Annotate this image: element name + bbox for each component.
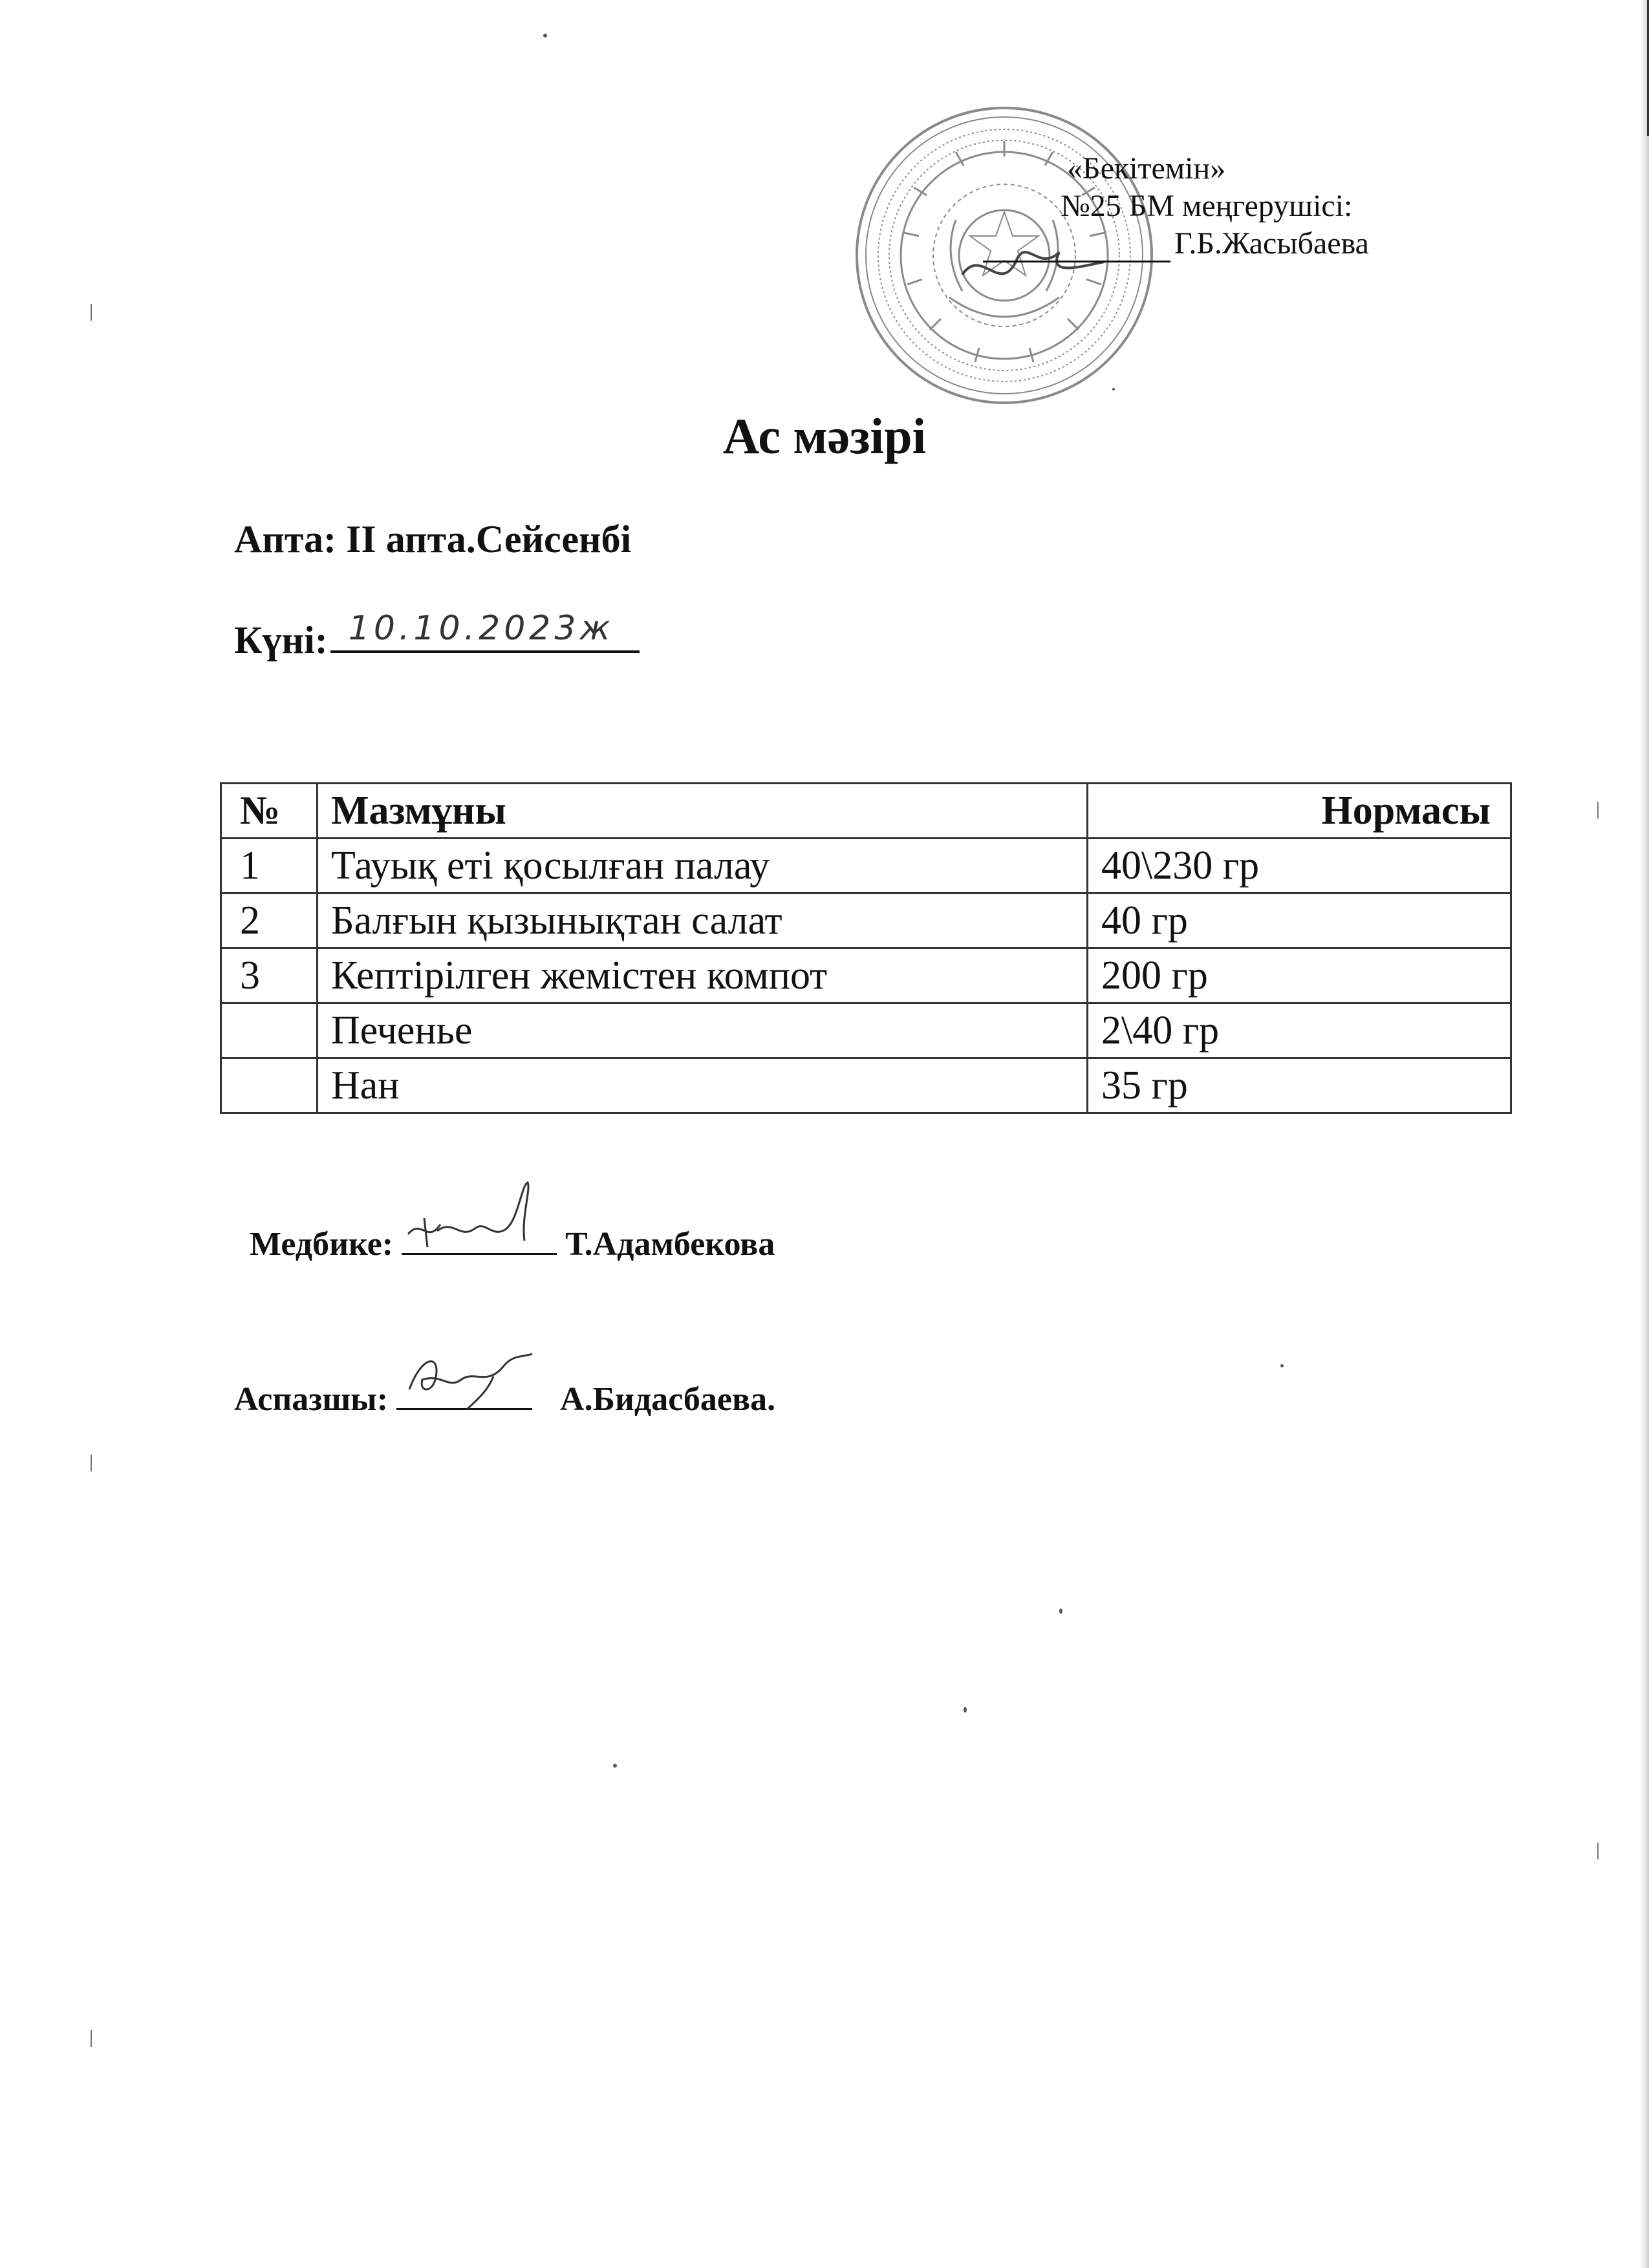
row-number — [221, 1003, 318, 1058]
scan-edge-shadow — [1640, 0, 1649, 2268]
row-number: 1 — [221, 839, 318, 893]
director-name: Г.Б.Жасыбаева — [1174, 226, 1369, 261]
cook-label: Аспазшы: — [234, 1381, 389, 1418]
header-number: № — [221, 784, 318, 839]
scan-speck — [964, 1707, 967, 1713]
row-norm: 2\40 гр — [1088, 1003, 1511, 1058]
approval-position: №25 БМ меңгерушісі: — [1061, 189, 1353, 223]
row-norm: 40\230 гр — [1088, 839, 1511, 893]
row-number: 3 — [221, 948, 318, 1003]
scan-mark — [1597, 802, 1599, 818]
header-content: Мазмұны — [318, 784, 1088, 839]
scan-mark — [91, 2030, 92, 2047]
scan-speck — [543, 34, 547, 37]
row-norm: 40 гр — [1088, 893, 1511, 948]
row-dish: Кептірілген жемістен компот — [318, 948, 1088, 1003]
row-dish: Балғын қызынықтан салат — [318, 893, 1088, 948]
scan-speck — [1280, 1364, 1284, 1367]
menu-table — [220, 782, 1512, 1114]
table-row — [221, 893, 1511, 948]
table-row — [221, 1003, 1511, 1058]
row-norm: 200 гр — [1088, 948, 1511, 1003]
nurse-signature-mark — [402, 1179, 557, 1257]
scan-speck — [1059, 1609, 1062, 1614]
document-title: Ас мәзірі — [722, 408, 927, 464]
approval-signature-line — [983, 225, 1436, 262]
nurse-signature-row — [250, 1222, 775, 1263]
scan-mark — [1597, 1843, 1599, 1859]
table-row — [221, 1058, 1511, 1113]
handwritten-date: 10.10.2023ж — [348, 609, 614, 648]
scan-mark — [91, 1455, 92, 1471]
row-dish: Печенье — [318, 1003, 1088, 1058]
cook-name: А.Бидасбаева. — [560, 1381, 776, 1418]
nurse-name: Т.Адамбекова — [565, 1226, 775, 1263]
nurse-label: Медбике: — [250, 1226, 394, 1263]
row-number — [221, 1058, 318, 1113]
week-label: Апта: ІІ апта.Сейсенбі — [234, 518, 632, 561]
cook-signature-mark — [396, 1328, 539, 1412]
nurse-signature-field — [402, 1222, 557, 1255]
row-dish: Тауық еті қосылған палау — [318, 839, 1088, 893]
table-row — [221, 839, 1511, 893]
approval-block — [983, 150, 1436, 262]
header-norm: Нормасы — [1088, 784, 1511, 839]
date-field — [330, 608, 640, 653]
row-number: 2 — [221, 893, 318, 948]
cook-signature-row — [234, 1377, 775, 1418]
row-norm: 35 гр — [1088, 1058, 1511, 1113]
scan-speck — [613, 1764, 617, 1768]
day-row — [234, 608, 640, 663]
cook-signature-field — [396, 1377, 532, 1410]
approval-heading: «Бекітемін» — [1067, 151, 1226, 186]
day-label: Күні: — [234, 619, 328, 661]
table-row — [221, 948, 1511, 1003]
row-dish: Нан — [318, 1058, 1088, 1113]
table-header-row — [221, 784, 1511, 839]
director-signature-field — [983, 232, 1170, 262]
scan-mark — [91, 304, 92, 321]
